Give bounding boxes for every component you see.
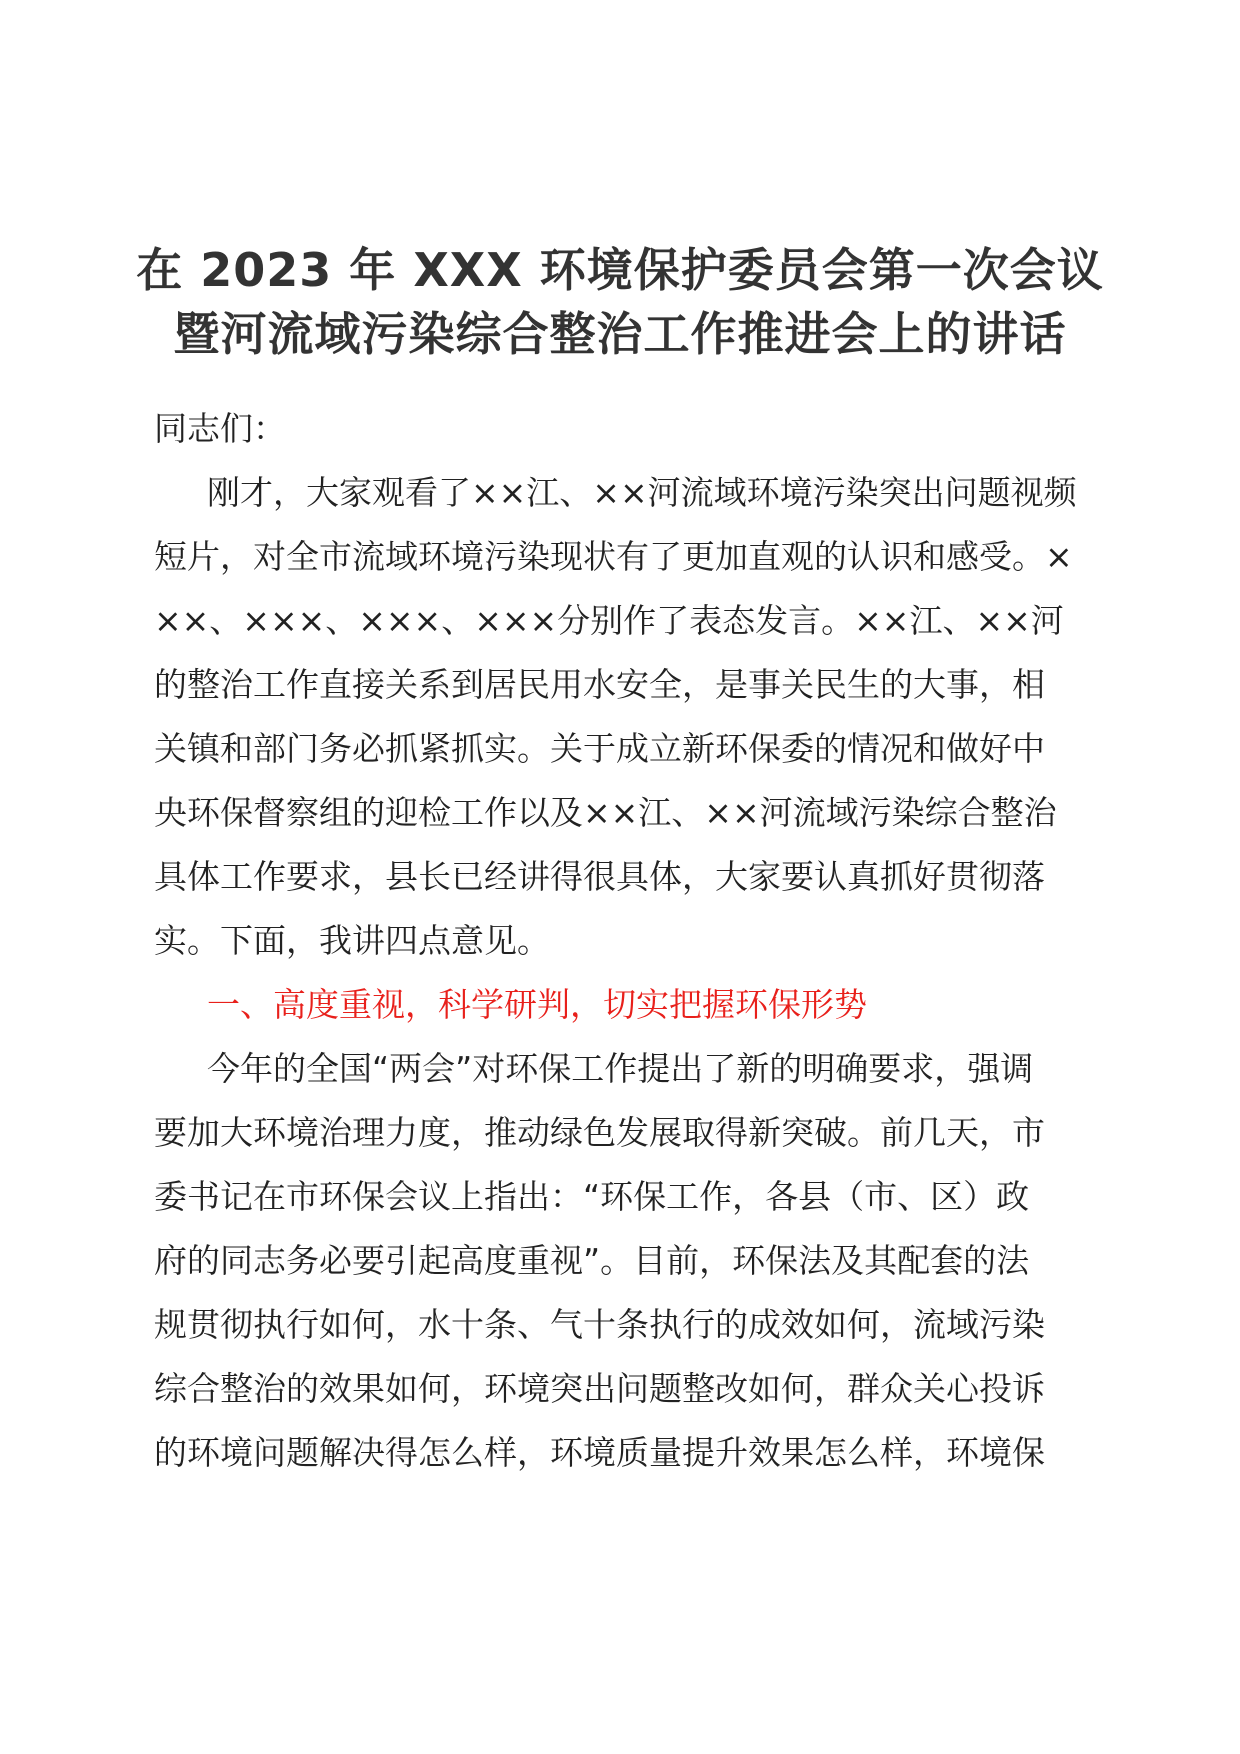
paragraph-1-line: 的整治工作直接关系到居民用水安全，是事关民生的大事，相 [154, 665, 1045, 704]
salutation: 同志们： [154, 409, 286, 448]
document-title-line-2: 暨河流域污染综合整治工作推进会上的讲话 [173, 307, 1067, 361]
paragraph-2-line: 要加大环境治理力度，推动绿色发展取得新突破。前几天，市 [154, 1113, 1045, 1152]
paragraph-1-line: 央环保督察组的迎检工作以及××江、××河流域污染综合整治 [154, 793, 1057, 832]
section-1-heading: 一、高度重视，科学研判，切实把握环保形势 [207, 985, 867, 1024]
paragraph-2-line: 的环境问题解决得怎么样，环境质量提升效果怎么样，环境保 [154, 1433, 1045, 1472]
paragraph-2-line: 委书记在市环保会议上指出：“环保工作，各县（市、区）政 [154, 1177, 1030, 1216]
paragraph-2-line: 府的同志务必要引起高度重视”。目前，环保法及其配套的法 [154, 1241, 1030, 1280]
paragraph-2-line: 综合整治的效果如何，环境突出问题整改如何，群众关心投诉 [154, 1369, 1045, 1408]
paragraph-1-line: ××、×××、×××、×××分别作了表态发言。××江、××河 [154, 601, 1064, 640]
paragraph-1-line: 具体工作要求，县长已经讲得很具体，大家要认真抓好贯彻落 [154, 857, 1045, 896]
paragraph-2-line: 规贯彻执行如何，水十条、气十条执行的成效如何，流域污染 [154, 1305, 1045, 1344]
paragraph-1-line: 实。下面，我讲四点意见。 [154, 921, 550, 960]
paragraph-1-line: 短片，对全市流域环境污染现状有了更加直观的认识和感受。× [154, 537, 1073, 576]
document-title-line-1: 在 2023 年 XXX 环境保护委员会第一次会议 [136, 243, 1104, 297]
paragraph-1-line: 关镇和部门务必抓紧抓实。关于成立新环保委的情况和做好中 [154, 729, 1045, 768]
paragraph-1-line: 刚才，大家观看了××江、××河流域环境污染突出问题视频 [207, 473, 1077, 512]
paragraph-2-line: 今年的全国“两会”对环保工作提出了新的明确要求，强调 [207, 1049, 1034, 1088]
